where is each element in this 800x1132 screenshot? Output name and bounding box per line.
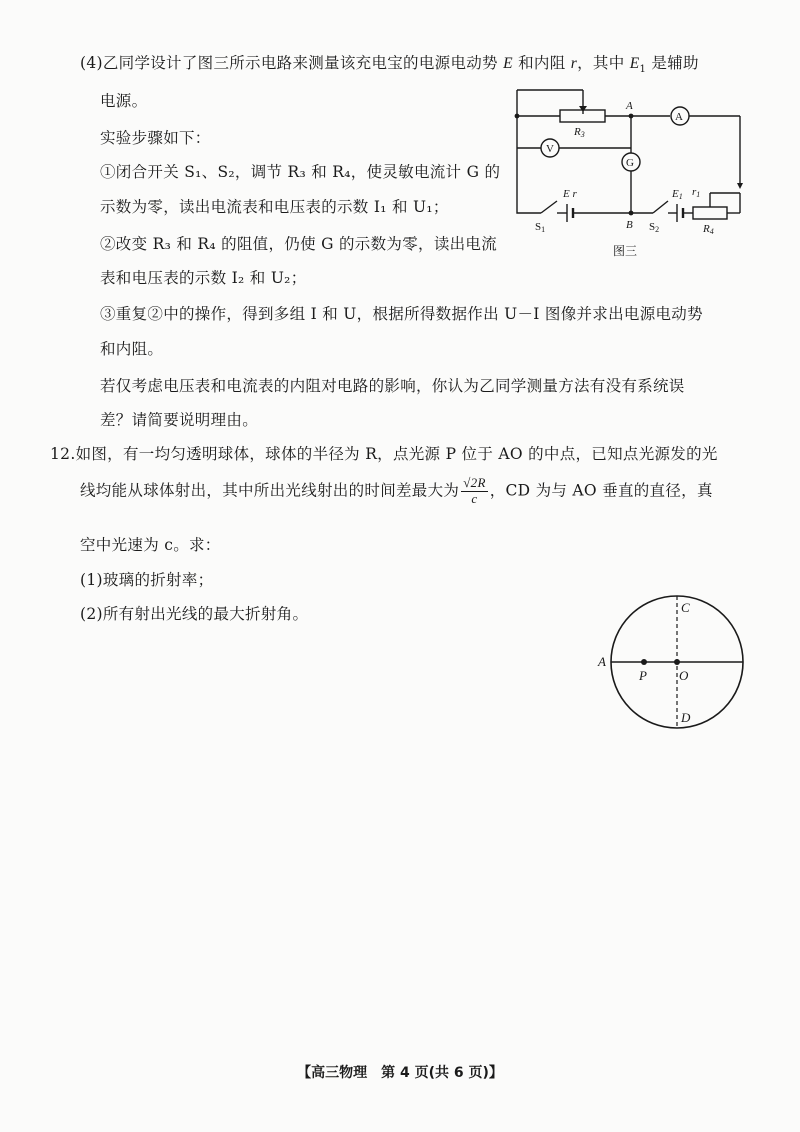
q4-step2-line2: 表和电压表的示数 I₂ 和 U₂； xyxy=(100,269,307,287)
q4-step3-line2: 和内阻。 xyxy=(100,340,164,358)
label-d: D xyxy=(681,710,691,725)
q4-step1-line1: ①闭合开关 S₁、S₂，调节 R₃ 和 R₄，使灵敏电流计 G 的 xyxy=(100,163,501,181)
left-wire xyxy=(517,90,541,213)
label-c: C xyxy=(681,600,690,615)
voltmeter-label: V xyxy=(546,143,554,155)
q12-line3: 空中光速为 c。求： xyxy=(80,536,221,554)
page-footer: 【高三物理 第 4 页(共 6 页)】 xyxy=(297,1065,503,1081)
node-a-label: A xyxy=(626,100,633,112)
q4-question-line1: 若仅考虑电压表和电流表的内阻对电路的影响，你认为乙同学测量方法有没有系统误 xyxy=(100,377,685,395)
q4-intro-line: (4)乙同学设计了图三所示电路来测量该充电宝的电源电动势 E 和内阻 r，其中 $E_1$ 是辅助 xyxy=(80,54,699,76)
q12-sub2: (2)所有射出光线的最大折射角。 xyxy=(80,605,309,623)
battery-e-label: E r xyxy=(563,188,577,200)
figure-caption: 图三 xyxy=(613,244,638,258)
s2-label: S2 xyxy=(649,221,660,234)
q4-step2-line1: ②改变 R₃ 和 R₄ 的阻值，仍使 G 的示数为零，读出电流 xyxy=(100,235,498,253)
galvanometer-label: G xyxy=(626,157,634,169)
resistor-r4 xyxy=(693,207,727,219)
q12-number: 12. xyxy=(50,445,76,463)
q4-steps-title: 实验步骤如下： xyxy=(100,129,211,147)
q4-intro-line-2: 电源。 xyxy=(100,92,148,110)
point-p xyxy=(641,659,647,665)
label-o: O xyxy=(679,668,689,683)
label-p: P xyxy=(639,668,647,683)
s1-label: S1 xyxy=(535,221,546,234)
r3-label: R3 xyxy=(574,126,585,139)
var-E1: E xyxy=(629,55,640,72)
q12-sub1: (1)玻璃的折射率； xyxy=(80,571,214,589)
q4-question-line2: 差？请简要说明理由。 xyxy=(100,411,259,429)
circuit-diagram xyxy=(505,85,755,260)
r1-label: r1 xyxy=(692,186,701,199)
sphere-diagram xyxy=(595,590,755,740)
node-b-label: B xyxy=(626,219,633,231)
q4-step1-line2: 示数为零，读出电流表和电压表的示数 I₁ 和 U₁； xyxy=(100,198,449,216)
r4-label: R4 xyxy=(703,223,714,236)
var-r: r xyxy=(570,55,578,72)
switch-s1 xyxy=(541,201,557,213)
ammeter-label: A xyxy=(675,111,683,123)
var-E: E xyxy=(503,55,513,72)
time-difference-fraction: $\frac{√2R}{c}$ xyxy=(463,475,486,506)
q12-line1: 12.如图，有一均匀透明球体，球体的半径为 R，点光源 P 位于 AO 的中点，已知点光源发的光 xyxy=(50,445,718,463)
battery-e1-label: E1 xyxy=(672,188,683,201)
point-o xyxy=(674,659,680,665)
q12-line2: 线均能从球体射出，其中所出光线射出的时间差最大为 $\frac{√2R}{c}$ ，CD 为与 AO 垂直的直径，真 xyxy=(80,475,713,506)
label-a: A xyxy=(598,654,606,669)
q4-step3-line1: ③重复②中的操作，得到多组 I 和 U，根据所得数据作出 U－I 图像并求出电源电动势 xyxy=(100,305,703,323)
switch-s2 xyxy=(653,201,668,213)
